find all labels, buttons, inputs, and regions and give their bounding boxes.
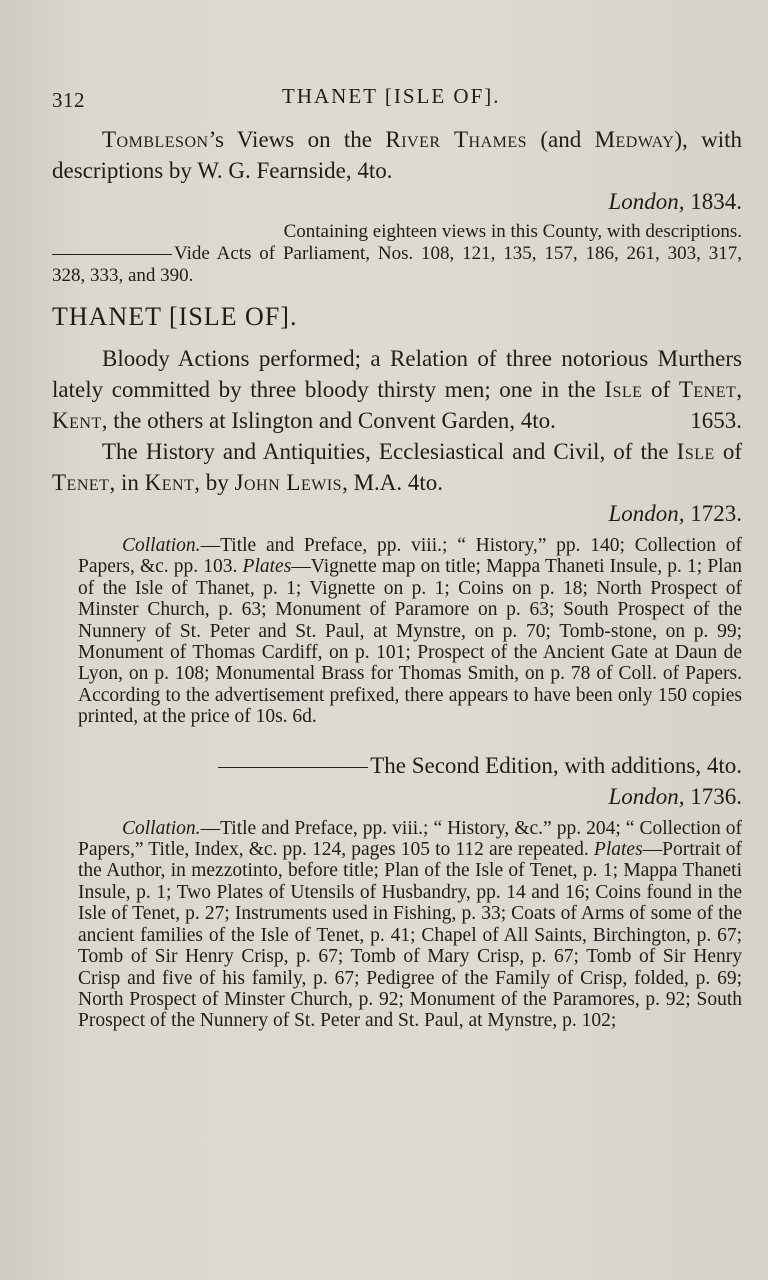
entry-note: Containing eighteen views in this County, with descriptions. xyxy=(283,221,742,242)
plates-label: Plates xyxy=(593,839,643,861)
author-name: Tombleson xyxy=(102,127,209,152)
vide-text: Vide Acts of Parliament, Nos. 108, 121, 135, 157, 186, 261, 303, 317, 328, 333, and 390. xyxy=(52,243,742,286)
imprint-year: 1736. xyxy=(690,783,742,809)
rule-dash xyxy=(52,254,172,255)
section-heading: THANET [ISLE OF]. xyxy=(52,302,298,331)
entry-text: ), with descriptions by W. G. Fearnside, 4to. xyxy=(52,127,742,183)
entry-text: , xyxy=(736,377,742,402)
place-name: River Thames xyxy=(385,127,528,152)
entry-bloody-actions xyxy=(52,343,742,436)
imprint xyxy=(52,781,742,812)
plates-label: Plates xyxy=(242,556,292,578)
edition-text: The Second Edition, with additions, 4to. xyxy=(370,752,742,778)
running-title: THANET [ISLE OF]. xyxy=(282,84,501,108)
entry-text: of xyxy=(714,439,742,464)
entry-text: , by xyxy=(194,470,235,495)
entry-text: , the others at Islington and Convent Garden, 4to. xyxy=(101,408,556,433)
imprint-place: London, xyxy=(608,783,685,809)
rule-dash xyxy=(218,767,368,768)
collation-text: —Vignette map on title; Mappa Thaneti Insule, p. 1; Plan of the Isle of Thanet, p. 1; Vignette on p. 1; Coins on p. 18; North Prospect of Minster Church, p. 63; Monument of Paramore on p. 63; South Prospect of the Nunnery of St. Peter and St. Paul, at Mynstre, on p. 70; Tomb-stone, on p. 99; Monument of Thomas Cardiff, on p. 101; Prospect of the Ancient Gate at Daun de Lyon, on p. 108; Monumental Brass for Thomas Smith, on p. 78 of Coll. of Papers. According to the advertisement prefixed, there appears to have been only 150 copies printed, at the price of 10s. 6d. xyxy=(78,556,743,728)
collation-text: —Title and Preface, pp. viii.; “ History,” pp. 140; Collection of Papers, &c. pp. 103. xyxy=(78,535,742,578)
entry-text: ’s Views on the xyxy=(208,127,386,152)
entry-history-lewis xyxy=(52,436,742,498)
place-name: Kent xyxy=(144,470,195,495)
place-name: Tenet xyxy=(678,377,737,402)
collation-label: Collation. xyxy=(122,817,201,839)
imprint xyxy=(52,186,742,217)
place-name: Isle xyxy=(604,377,643,402)
imprint-place: London, xyxy=(608,189,685,214)
collation-text: —Portrait of the Author, in mezzotinto, before title; Plan of the Isle of Tenet, p. 1; Mappa Thaneti Insule, p. 1; Two Plates of Utensils of Husbandry, pp. 14 and 16; Coins found in the Isle of Tenet, p. 27; Instruments used in Fishing, p. 33; Coats of Arms of some of the ancient families of the Isle of Tenet, p. 41; Chapel of All Saints, Birchington, p. 67; Tomb of Sir Henry Crisp, p. 67; Tomb of Mary Crisp, p. 67; Tomb of Sir Henry Crisp and five of his family, p. 67; Pedigree of the Family of Crisp, folded, p. 69; North Prospect of Minster Church, p. 92; Monument of the Paramores, p. 92; South Prospect of the Nunnery of St. Peter and St. Paul, at Mynstre, p. 102; xyxy=(78,839,743,1032)
second-edition-heading xyxy=(52,750,742,781)
page-body xyxy=(52,124,742,1032)
place-name: Kent xyxy=(52,408,102,433)
vide-note xyxy=(52,243,742,287)
collation-note xyxy=(52,818,742,1032)
entry-tombleson xyxy=(52,124,742,186)
imprint xyxy=(52,498,742,529)
entry-text: of xyxy=(642,377,679,402)
imprint-year: 1653. xyxy=(690,408,742,433)
imprint-year: 1834. xyxy=(690,189,742,214)
author-name: John Lewis xyxy=(234,470,343,495)
collation-text: —Title and Preface, pp. viii.; “ History, &c.” pp. 204; “ Collection of Papers,” Title, Index, &c. pp. 124, pages 105 to 112 are repeated. xyxy=(78,817,742,861)
page-number: 312 xyxy=(52,88,85,112)
place-name: Tenet xyxy=(52,470,110,495)
collation-note xyxy=(52,535,742,728)
imprint-place: London, xyxy=(608,501,685,526)
entry-text: , M.A. 4to. xyxy=(342,470,444,495)
collation-label: Collation. xyxy=(122,535,201,556)
entry-text: Bloody Actions performed; a Relation of three notorious Murthers lately committed by three bloody thirsty men; one in the xyxy=(52,346,742,402)
place-name: Medway xyxy=(594,127,675,152)
imprint-year: 1723. xyxy=(690,501,742,526)
running-head xyxy=(52,84,716,114)
place-name: Isle xyxy=(676,439,715,464)
entry-text: (and xyxy=(527,127,595,152)
entry-text: , in xyxy=(109,470,145,495)
entry-text: The History and Antiquities, Ecclesiastical and Civil, of the xyxy=(102,439,677,464)
